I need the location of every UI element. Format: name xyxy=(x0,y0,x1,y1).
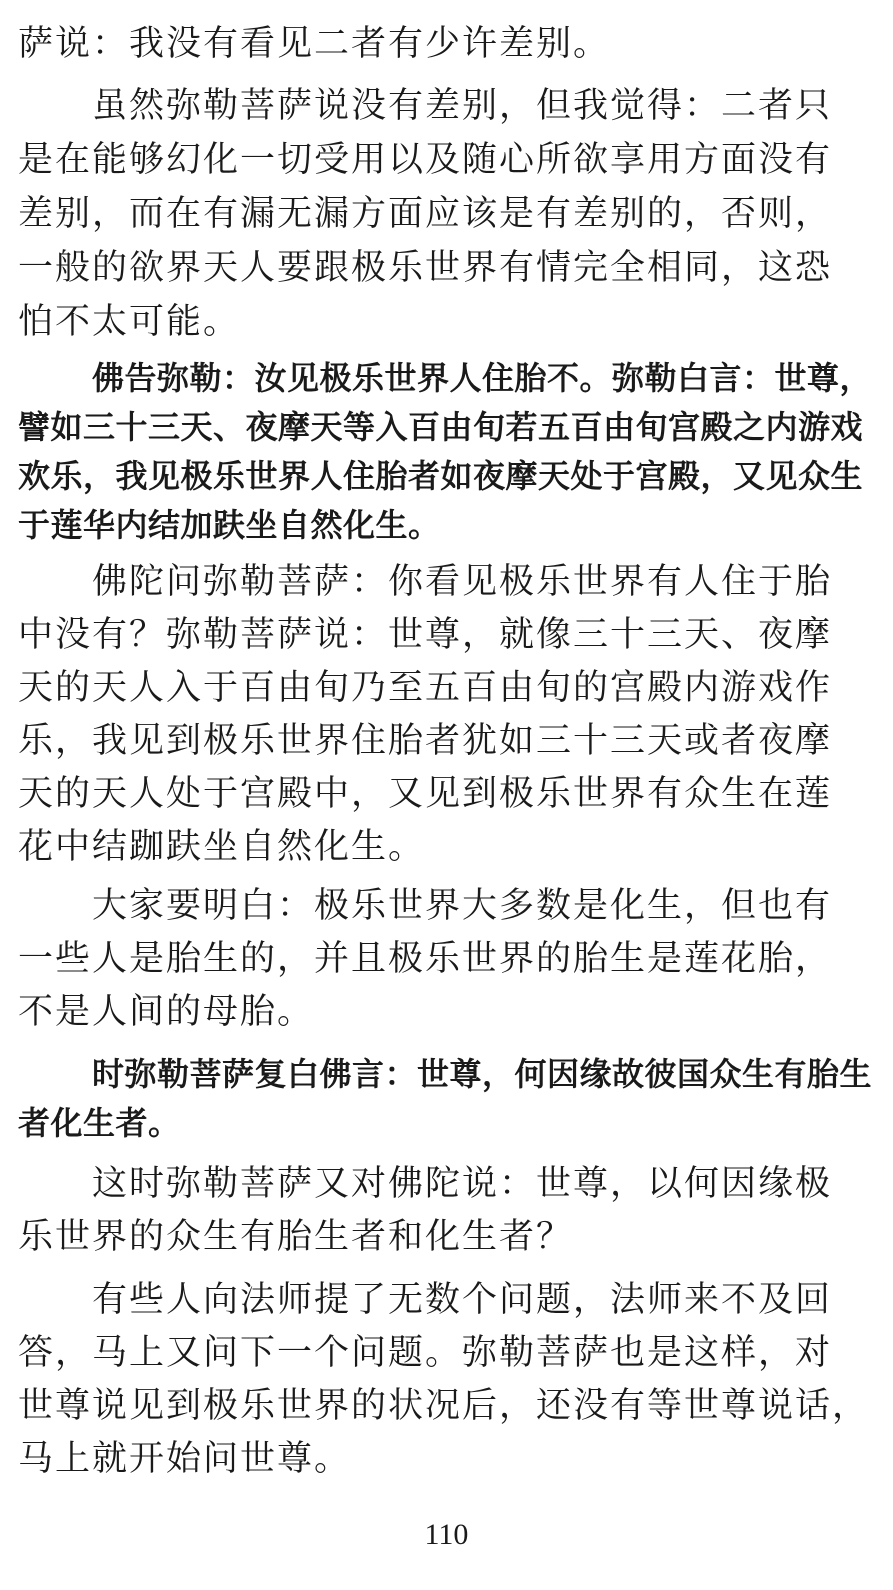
text-line: 差别，而在有漏无漏方面应该是有差别的，否则， xyxy=(18,194,833,234)
text-line: 天的天人处于宫殿中，又见到极乐世界有众生在莲 xyxy=(18,774,833,814)
text-line: 佛陀问弥勒菩萨：你看见极乐世界有人住于胎 xyxy=(92,562,833,602)
text-line: 乐，我见到极乐世界住胎者犹如三十三天或者夜摩 xyxy=(18,721,833,761)
text-line: 者化生者。 xyxy=(18,1104,181,1142)
text-line: 天的天人入于百由旬乃至五百由旬的宫殿内游戏作 xyxy=(18,668,833,708)
text-line: 一些人是胎生的，并且极乐世界的胎生是莲花胎， xyxy=(18,939,833,979)
text-line: 答，马上又问下一个问题。弥勒菩萨也是这样，对 xyxy=(18,1333,833,1373)
text-line: 欢乐，我见极乐世界人住胎者如夜摩天处于宫殿，又见众生 xyxy=(18,457,864,495)
text-line: 佛告弥勒：汝见极乐世界人住胎不。弥勒白言：世尊， xyxy=(92,359,873,397)
text-line: 譬如三十三天、夜摩天等入百由旬若五百由旬宫殿之内游戏 xyxy=(18,408,864,446)
text-line: 于莲华内结加趺坐自然化生。 xyxy=(18,506,441,544)
text-line: 有些人向法师提了无数个问题，法师来不及回 xyxy=(92,1280,833,1320)
text-line: 马上就开始问世尊。 xyxy=(18,1439,352,1479)
text-line: 虽然弥勒菩萨说没有差别，但我觉得：二者只 xyxy=(92,86,833,126)
text-line: 萨说：我没有看见二者有少许差别。 xyxy=(18,24,611,64)
text-line: 这时弥勒菩萨又对佛陀说：世尊，以何因缘极 xyxy=(92,1164,833,1204)
page-number: 110 xyxy=(424,1518,469,1551)
text-line: 怕不太可能。 xyxy=(18,302,241,342)
text-line: 中没有？弥勒菩萨说：世尊，就像三十三天、夜摩 xyxy=(18,615,833,655)
text-line: 花中结跏趺坐自然化生。 xyxy=(18,827,426,867)
text-line: 世尊说见到极乐世界的状况后，还没有等世尊说话， xyxy=(18,1386,870,1426)
text-line: 乐世界的众生有胎生者和化生者？ xyxy=(18,1217,574,1257)
text-line: 一般的欲界天人要跟极乐世界有情完全相同，这恐 xyxy=(18,248,833,288)
text-line: 时弥勒菩萨复白佛言：世尊，何因缘故彼国众生有胎生 xyxy=(92,1055,873,1093)
text-line: 大家要明白：极乐世界大多数是化生，但也有 xyxy=(92,886,833,926)
text-line: 是在能够幻化一切受用以及随心所欲享用方面没有 xyxy=(18,140,833,180)
text-line: 不是人间的母胎。 xyxy=(18,992,315,1032)
